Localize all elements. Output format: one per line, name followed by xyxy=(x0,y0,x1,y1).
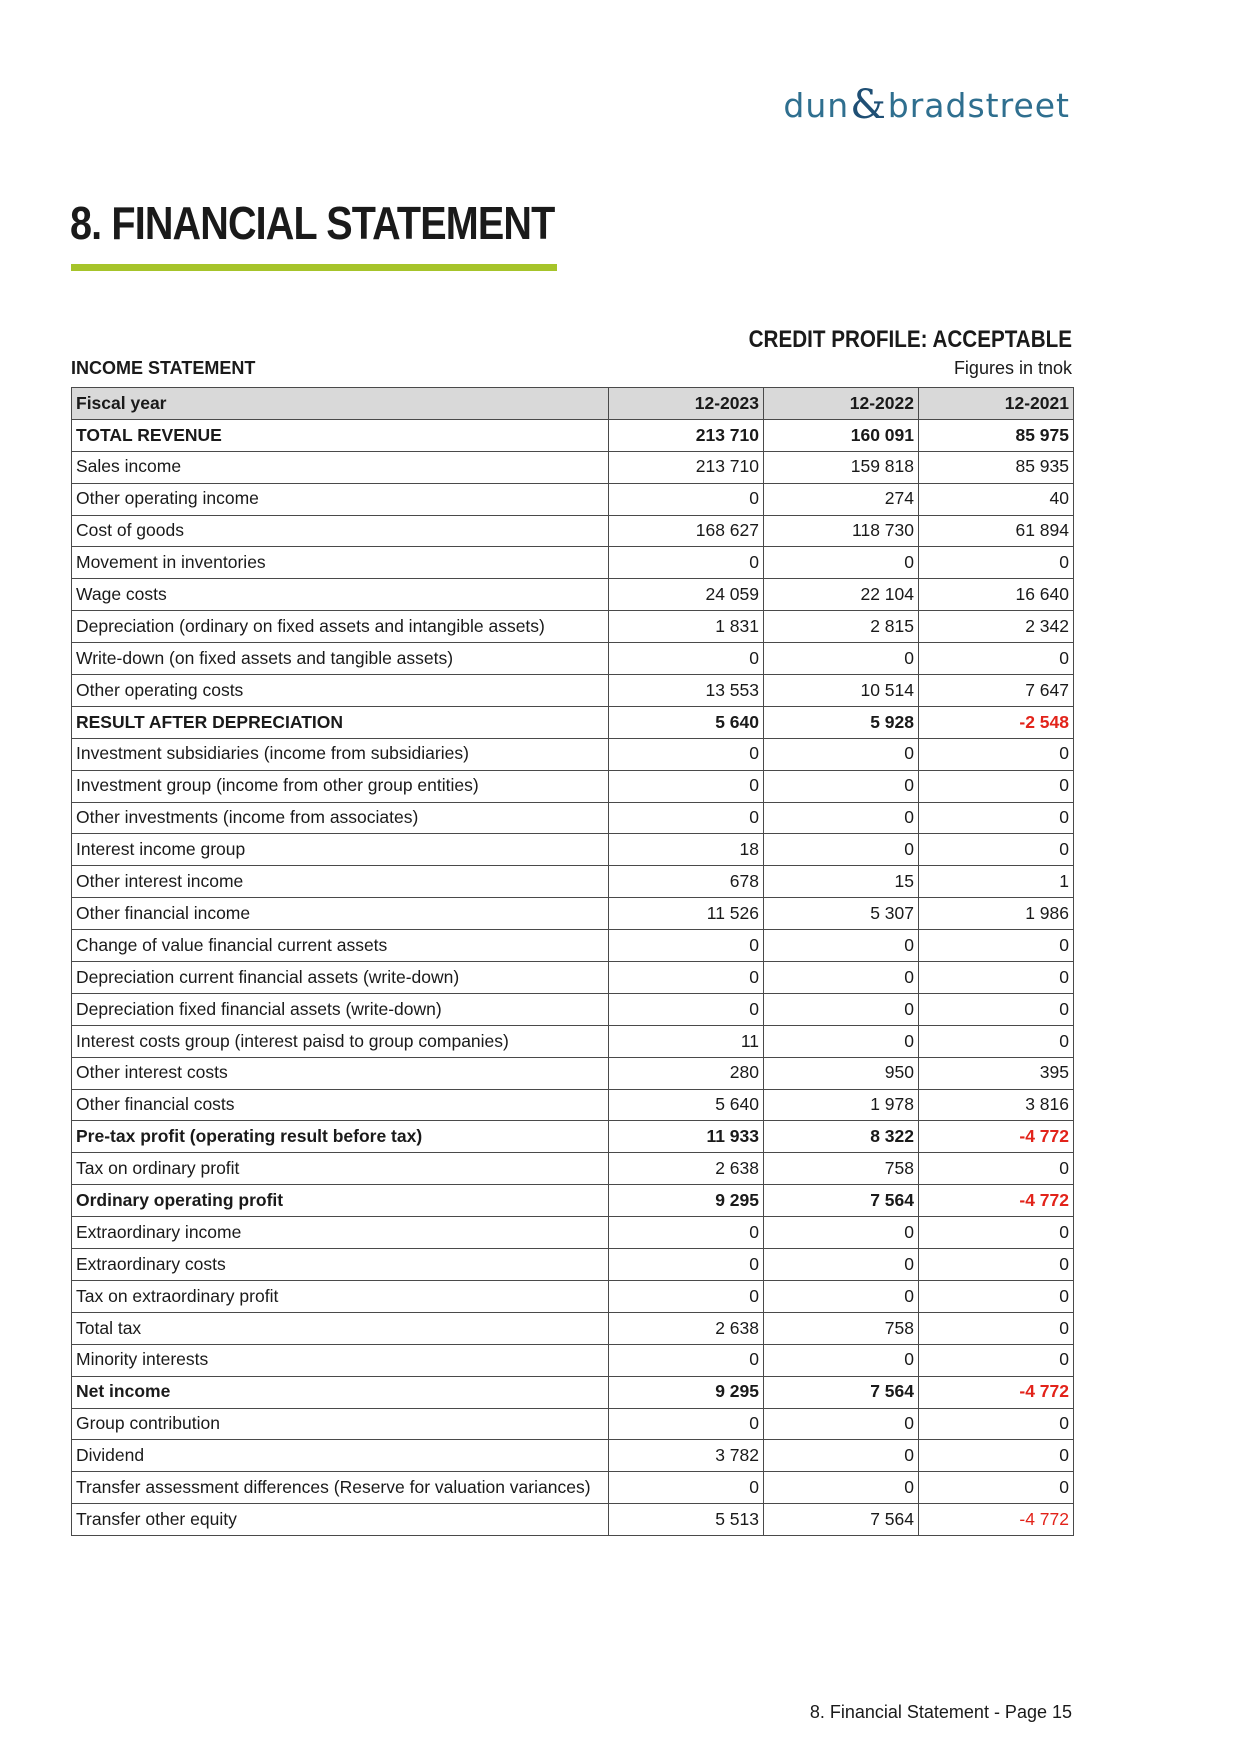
row-label: Sales income xyxy=(72,451,609,483)
table-row xyxy=(72,483,1074,515)
row-value: 0 xyxy=(764,643,919,675)
page-title: 8. FINANCIAL STATEMENT xyxy=(70,197,555,249)
row-value: -4 772 xyxy=(919,1121,1074,1153)
income-statement-label: INCOME STATEMENT xyxy=(71,358,256,378)
header-year-2021: 12-2021 xyxy=(919,388,1074,420)
row-value: 0 xyxy=(919,1217,1074,1249)
table-row xyxy=(72,611,1074,643)
row-value: 0 xyxy=(919,1472,1074,1504)
row-label: Other investments (income from associates) xyxy=(72,802,609,834)
row-value: -4 772 xyxy=(919,1185,1074,1217)
table-row xyxy=(72,1504,1074,1536)
row-label: Extraordinary costs xyxy=(72,1249,609,1281)
row-value: 85 935 xyxy=(919,451,1074,483)
table-row xyxy=(72,993,1074,1025)
table-row xyxy=(72,866,1074,898)
row-label: RESULT AFTER DEPRECIATION xyxy=(72,706,609,738)
row-value: 5 513 xyxy=(609,1504,764,1536)
table-row xyxy=(72,1057,1074,1089)
figures-unit-note: Figures in tnok xyxy=(953,358,1072,378)
row-value: 0 xyxy=(919,962,1074,994)
row-value: 7 647 xyxy=(919,675,1074,707)
row-value: 11 526 xyxy=(609,898,764,930)
table-row xyxy=(72,738,1074,770)
row-label: Depreciation fixed financial assets (write-down) xyxy=(72,993,609,1025)
row-value: 85 975 xyxy=(919,419,1074,451)
row-label: Tax on extraordinary profit xyxy=(72,1280,609,1312)
row-value: 0 xyxy=(764,834,919,866)
row-value: 0 xyxy=(919,802,1074,834)
table-row xyxy=(72,675,1074,707)
table-row xyxy=(72,1153,1074,1185)
row-value: 2 638 xyxy=(609,1312,764,1344)
row-label: Transfer assessment differences (Reserve for valuation variances) xyxy=(72,1472,609,1504)
row-value: 159 818 xyxy=(764,451,919,483)
row-value: 0 xyxy=(919,1025,1074,1057)
table-row xyxy=(72,962,1074,994)
row-label: Investment group (income from other group entities) xyxy=(72,770,609,802)
row-value: 0 xyxy=(919,1249,1074,1281)
row-value: 24 059 xyxy=(609,579,764,611)
income-statement-table xyxy=(71,387,1074,1536)
row-value: 0 xyxy=(609,1344,764,1376)
row-value: 758 xyxy=(764,1153,919,1185)
credit-profile-heading: CREDIT PROFILE: ACCEPTABLE xyxy=(748,326,1072,353)
row-value: 0 xyxy=(609,483,764,515)
row-value: 16 640 xyxy=(919,579,1074,611)
row-value: 22 104 xyxy=(764,579,919,611)
row-value: 0 xyxy=(609,993,764,1025)
row-value: 0 xyxy=(919,834,1074,866)
logo-text-bradstreet: bradstreet xyxy=(887,85,1070,125)
row-value: 0 xyxy=(609,643,764,675)
row-value: 3 782 xyxy=(609,1440,764,1472)
row-value: 0 xyxy=(764,1440,919,1472)
row-value: 118 730 xyxy=(764,515,919,547)
title-underline xyxy=(71,264,557,271)
row-value: 758 xyxy=(764,1312,919,1344)
row-value: 678 xyxy=(609,866,764,898)
table-row xyxy=(72,1217,1074,1249)
row-value: 0 xyxy=(609,1408,764,1440)
table-row xyxy=(72,1249,1074,1281)
row-value: 168 627 xyxy=(609,515,764,547)
row-label: Movement in inventories xyxy=(72,547,609,579)
row-value: 7 564 xyxy=(764,1376,919,1408)
table-row xyxy=(72,1025,1074,1057)
row-value: 13 553 xyxy=(609,675,764,707)
row-value: 0 xyxy=(609,962,764,994)
row-value: 0 xyxy=(609,802,764,834)
row-value: 2 815 xyxy=(764,611,919,643)
row-value: 950 xyxy=(764,1057,919,1089)
row-label: Other financial income xyxy=(72,898,609,930)
row-value: 15 xyxy=(764,866,919,898)
row-value: 1 831 xyxy=(609,611,764,643)
table-row xyxy=(72,1312,1074,1344)
table-row xyxy=(72,1408,1074,1440)
row-value: 2 638 xyxy=(609,1153,764,1185)
page-footer: 8. Financial Statement - Page 15 xyxy=(809,1702,1072,1722)
row-value: 1 xyxy=(919,866,1074,898)
row-value: 0 xyxy=(919,770,1074,802)
row-value: 5 640 xyxy=(609,1089,764,1121)
row-label: Transfer other equity xyxy=(72,1504,609,1536)
row-value: 0 xyxy=(919,1440,1074,1472)
row-label: Tax on ordinary profit xyxy=(72,1153,609,1185)
row-value: 0 xyxy=(764,1344,919,1376)
row-value: 0 xyxy=(609,1217,764,1249)
row-value: 1 986 xyxy=(919,898,1074,930)
row-label: Group contribution xyxy=(72,1408,609,1440)
row-value: 0 xyxy=(764,962,919,994)
row-label: Minority interests xyxy=(72,1344,609,1376)
row-value: 2 342 xyxy=(919,611,1074,643)
row-value: 0 xyxy=(919,1280,1074,1312)
row-label: Investment subsidiaries (income from subsidiaries) xyxy=(72,738,609,770)
table-row xyxy=(72,1344,1074,1376)
row-value: -2 548 xyxy=(919,706,1074,738)
row-value: 3 816 xyxy=(919,1089,1074,1121)
row-value: 0 xyxy=(764,1025,919,1057)
row-value: 274 xyxy=(764,483,919,515)
table-row xyxy=(72,1089,1074,1121)
row-value: 0 xyxy=(609,930,764,962)
row-value: 0 xyxy=(609,547,764,579)
row-label: Write-down (on fixed assets and tangible assets) xyxy=(72,643,609,675)
table-row xyxy=(72,706,1074,738)
row-value: 5 928 xyxy=(764,706,919,738)
row-value: 0 xyxy=(919,1153,1074,1185)
row-value: 5 640 xyxy=(609,706,764,738)
row-label: Wage costs xyxy=(72,579,609,611)
row-value: 0 xyxy=(919,643,1074,675)
row-value: 9 295 xyxy=(609,1185,764,1217)
row-label: Cost of goods xyxy=(72,515,609,547)
row-label: Total tax xyxy=(72,1312,609,1344)
row-value: 8 322 xyxy=(764,1121,919,1153)
row-label: Other financial costs xyxy=(72,1089,609,1121)
row-label: Other interest income xyxy=(72,866,609,898)
row-label: Change of value financial current assets xyxy=(72,930,609,962)
row-value: 10 514 xyxy=(764,675,919,707)
row-value: 0 xyxy=(764,770,919,802)
row-label: Extraordinary income xyxy=(72,1217,609,1249)
table-row xyxy=(72,547,1074,579)
row-value: 9 295 xyxy=(609,1376,764,1408)
logo-ampersand: & xyxy=(850,82,887,128)
row-value: -4 772 xyxy=(919,1376,1074,1408)
row-value: 0 xyxy=(764,1472,919,1504)
row-value: 11 933 xyxy=(609,1121,764,1153)
row-value: 160 091 xyxy=(764,419,919,451)
row-value: 7 564 xyxy=(764,1504,919,1536)
table-row xyxy=(72,1121,1074,1153)
row-label: Depreciation current financial assets (write-down) xyxy=(72,962,609,994)
row-label: Pre-tax profit (operating result before tax) xyxy=(72,1121,609,1153)
row-value: 0 xyxy=(764,1217,919,1249)
row-value: 1 978 xyxy=(764,1089,919,1121)
row-value: 7 564 xyxy=(764,1185,919,1217)
row-label: Other operating income xyxy=(72,483,609,515)
row-value: 0 xyxy=(919,1408,1074,1440)
row-value: 61 894 xyxy=(919,515,1074,547)
table-row xyxy=(72,579,1074,611)
row-value: -4 772 xyxy=(919,1504,1074,1536)
table-row xyxy=(72,643,1074,675)
table-row xyxy=(72,1376,1074,1408)
row-value: 0 xyxy=(764,1280,919,1312)
row-value: 0 xyxy=(764,1249,919,1281)
table-row xyxy=(72,802,1074,834)
row-value: 0 xyxy=(609,738,764,770)
row-value: 0 xyxy=(764,930,919,962)
row-value: 40 xyxy=(919,483,1074,515)
header-fiscal-year: Fiscal year xyxy=(72,388,609,420)
row-value: 0 xyxy=(919,993,1074,1025)
row-value: 5 307 xyxy=(764,898,919,930)
header-year-2022: 12-2022 xyxy=(764,388,919,420)
row-value: 0 xyxy=(764,993,919,1025)
row-value: 213 710 xyxy=(609,451,764,483)
table-row xyxy=(72,898,1074,930)
header-year-2023: 12-2023 xyxy=(609,388,764,420)
table-row xyxy=(72,930,1074,962)
income-table-body xyxy=(72,419,1074,1535)
row-value: 0 xyxy=(919,547,1074,579)
row-value: 0 xyxy=(919,738,1074,770)
row-value: 11 xyxy=(609,1025,764,1057)
row-value: 18 xyxy=(609,834,764,866)
row-value: 0 xyxy=(609,1280,764,1312)
row-label: Interest costs group (interest paisd to group companies) xyxy=(72,1025,609,1057)
row-value: 0 xyxy=(609,1472,764,1504)
dun-bradstreet-logo xyxy=(783,80,1070,130)
table-row xyxy=(72,419,1074,451)
row-value: 0 xyxy=(764,802,919,834)
row-value: 0 xyxy=(919,1312,1074,1344)
table-row xyxy=(72,1280,1074,1312)
row-value: 280 xyxy=(609,1057,764,1089)
table-row xyxy=(72,1440,1074,1472)
row-value: 0 xyxy=(919,1344,1074,1376)
row-label: Other interest costs xyxy=(72,1057,609,1089)
row-value: 0 xyxy=(764,1408,919,1440)
table-header-row xyxy=(72,388,1074,420)
row-value: 0 xyxy=(764,547,919,579)
table-row xyxy=(72,451,1074,483)
row-value: 0 xyxy=(764,738,919,770)
row-value: 213 710 xyxy=(609,419,764,451)
row-value: 395 xyxy=(919,1057,1074,1089)
table-row xyxy=(72,1185,1074,1217)
row-label: Dividend xyxy=(72,1440,609,1472)
table-row xyxy=(72,515,1074,547)
row-label: Net income xyxy=(72,1376,609,1408)
table-row xyxy=(72,770,1074,802)
row-label: TOTAL REVENUE xyxy=(72,419,609,451)
row-label: Other operating costs xyxy=(72,675,609,707)
row-label: Depreciation (ordinary on fixed assets and intangible assets) xyxy=(72,611,609,643)
row-value: 0 xyxy=(609,1249,764,1281)
table-row xyxy=(72,834,1074,866)
row-label: Ordinary operating profit xyxy=(72,1185,609,1217)
row-label: Interest income group xyxy=(72,834,609,866)
row-value: 0 xyxy=(609,770,764,802)
table-row xyxy=(72,1472,1074,1504)
logo-text-dun: dun xyxy=(783,85,850,125)
row-value: 0 xyxy=(919,930,1074,962)
